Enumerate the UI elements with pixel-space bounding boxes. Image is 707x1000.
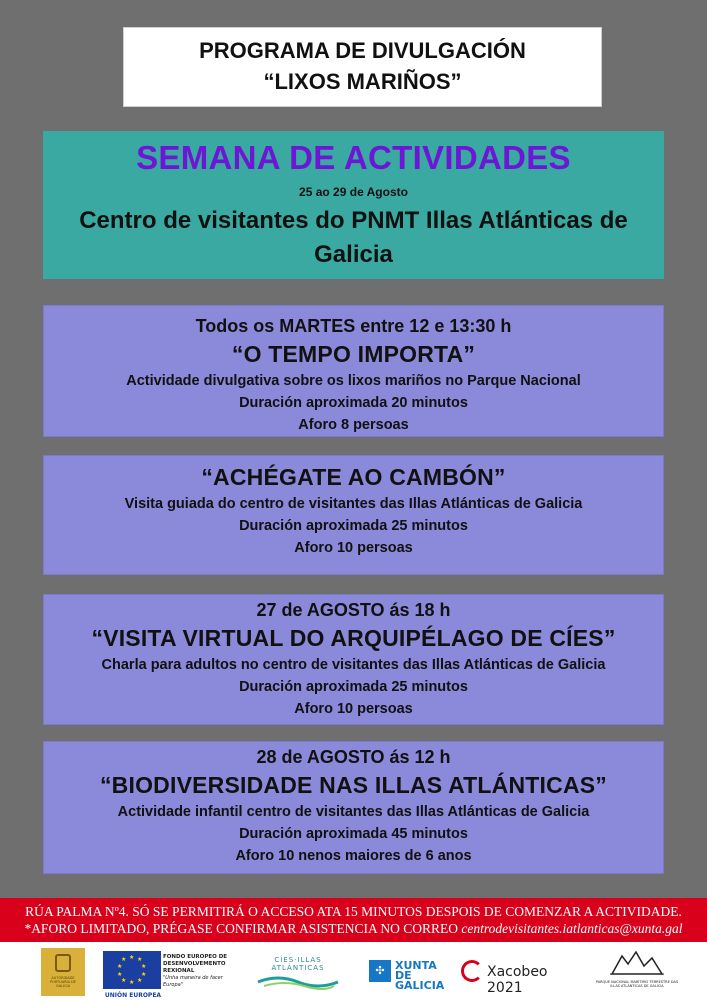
activity-title: “O TEMPO IMPORTA”	[231, 341, 476, 367]
xunta-logo-text: XUNTA DE GALICIA	[395, 959, 445, 992]
wave-icon	[254, 972, 342, 990]
activity-capacity: Aforo 10 persoas	[294, 701, 413, 717]
activity-title: “ACHÉGATE AO CAMBÓN”	[201, 464, 506, 490]
activity-description: Actividade divulgativa sobre os lixos mariños no Parque Nacional	[126, 373, 581, 389]
park-logo-text: PARQUE NACIONAL MARÍTIMO TERRESTRE DAS ILLAS ATLÁNTICAS DE GALICIA	[595, 980, 679, 988]
activity-title: “BIODIVERSIDADE NAS ILLAS ATLÁNTICAS”	[99, 772, 608, 798]
week-dates: 25 ao 29 de Agosto	[299, 185, 408, 199]
activity-when: 28 de AGOSTO ás 12 h	[256, 747, 451, 767]
program-title-line1: PROGRAMA DE DIVULGACIÓN	[199, 38, 526, 63]
gov-logo-text: AUTORIDADE PORTUARIA DE GALICIA	[49, 976, 76, 988]
feder-text-block	[163, 954, 243, 989]
xunta-logo	[369, 959, 449, 992]
sponsor-footer	[0, 942, 707, 1000]
cies-logo	[254, 956, 342, 984]
activity-when: 27 de AGOSTO ás 18 h	[256, 600, 451, 620]
feder-motto: "Unha maneira de facer Europa"	[163, 975, 223, 988]
notice-banner	[0, 898, 707, 942]
crest-icon	[55, 954, 71, 972]
activity-duration: Duración aproximada 20 minutos	[239, 395, 468, 411]
feder-line3: REXIONAL	[163, 968, 195, 974]
venue-name	[43, 204, 664, 272]
notice-line2	[0, 920, 707, 937]
venue-line2: Galicia	[314, 241, 393, 268]
week-panel	[43, 131, 664, 279]
xacobeo-logo	[461, 960, 571, 996]
activity-title: “VISITA VIRTUAL DO ARQUIPÉLAGO DE CÍES”	[91, 625, 616, 651]
activity-card-2	[43, 455, 664, 575]
contact-email[interactable]: centrodevisitantes.iatlanticas@xunta.gal	[461, 921, 683, 936]
activity-duration: Duración aproximada 25 minutos	[239, 518, 468, 534]
activity-description: Actividade infantil centro de visitantes das Illas Atlánticas de Galicia	[117, 804, 590, 820]
program-header	[123, 27, 602, 107]
activity-description: Visita guiada do centro de visitantes das Illas Atlánticas de Galicia	[124, 496, 583, 512]
cies-logo-text: CÍES·ILLAS ATLÁNTICAS	[271, 956, 325, 972]
notice-line2-text: *AFORO LIMITADO, PRÉGASE CONFIRMAR ASISTENCIA NO CORREO	[24, 921, 462, 936]
activity-capacity: Aforo 8 persoas	[298, 417, 409, 433]
park-emblem-icon	[592, 948, 682, 978]
activity-when: Todos os MARTES entre 12 e 13:30 h	[195, 316, 512, 336]
eu-caption: UNIÓN EUROPEA	[104, 992, 162, 999]
activity-duration: Duración aproximada 45 minutos	[239, 826, 468, 842]
week-title: SEMANA DE ACTIVIDADES	[136, 139, 571, 176]
activity-card-4	[43, 741, 664, 874]
activity-capacity: Aforo 10 persoas	[294, 540, 413, 556]
xacobeo-logo-text: Xacobeo 2021	[487, 964, 548, 996]
program-title-line2: “LIXOS MARIÑOS”	[263, 69, 462, 94]
activity-duration: Duración aproximada 25 minutos	[239, 679, 468, 695]
venue-line1: Centro de visitantes do PNMT Illas Atlánticas de	[79, 207, 628, 234]
xacobeo-symbol-icon	[461, 960, 483, 982]
activity-card-3	[43, 594, 664, 725]
notice-line1: RÚA PALMA Nº4. SÓ SE PERMITIRÁ O ACCESO ATA 15 MINUTOS DESPOIS DE COMENZAR A ACTIVIDADE.	[25, 904, 682, 919]
feder-line2: DESENVOLVEMENTO	[163, 961, 226, 967]
activity-description: Charla para adultos no centro de visitantes das Illas Atlánticas de Galicia	[101, 657, 606, 673]
xunta-cross-icon: ✣	[369, 960, 391, 982]
eu-flag-logo: ★ ★ ★ ★ ★ ★ ★ ★ ★ ★	[103, 951, 161, 989]
activity-card-1	[43, 305, 664, 437]
activity-capacity: Aforo 10 nenos maiores de 6 anos	[235, 848, 472, 864]
national-park-logo	[592, 948, 682, 996]
spain-gov-logo	[41, 948, 85, 996]
feder-line1: FONDO EUROPEO DE	[163, 954, 228, 960]
